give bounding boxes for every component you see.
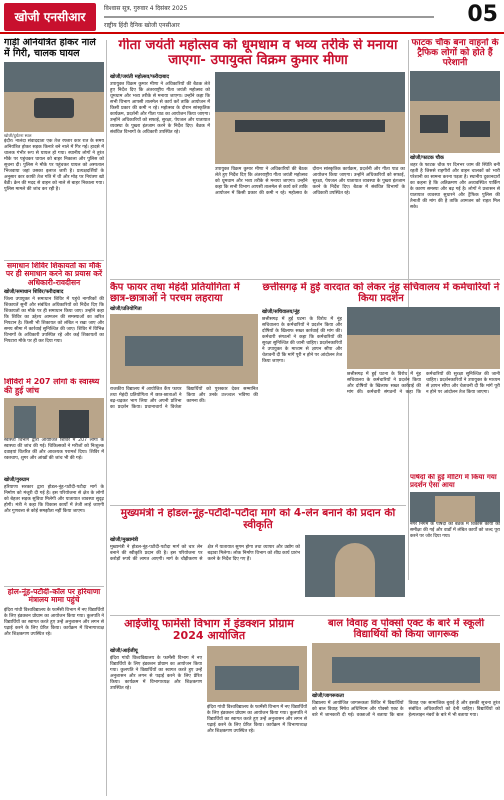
headline: शिविरों में 207 लोगों के स्वास्थ्य की हुई जांच — [4, 378, 100, 395]
byline: खोजी/आईजीयू — [110, 647, 138, 654]
column-divider — [106, 40, 107, 796]
photo — [207, 646, 307, 702]
article-body: हरियाणा सरकार द्वारा होडल-नूंह-पटौदी-पटौदा मार्ग के निर्माण को मंजूरी दी गई है। इस परियोजना से क्षेत्र के लोगों को बेहतर सड़क सुविधा मिलेगी और यातायात व्यवस्था सुदृढ़ होगी। मंत्री ने कहा कि विकास कार्यों में तेजी लाई जाएगी और गुणवत्ता से कोई समझौता नहीं किया जाएगा। — [4, 485, 104, 514]
photo — [410, 492, 500, 522]
photo — [410, 71, 500, 153]
article-body-continued: छत्तीसगढ़ में हुई घटना के विरोध में नूंह सचिवालय के कर्मचारियों ने प्रदर्शन किया और दोषियों के खिलाफ सख्त कार्रवाई की मांग की। कर्मचारी संगठनों ने कहा कि कर्मचारियों की सुरक्षा सुनिश्चित की जानी चाहिए। प्रदर्शनकारियों ने उपायुक्त के माध्यम से ज्ञापन सौंपा और चेतावनी दी कि मांगें पूरी न होने पर आंदोलन तेज किया जाएगा। — [347, 372, 500, 396]
page-number: 05 — [467, 2, 498, 27]
article-body: इंदिरा गांधी विश्वविद्यालय के फार्मेसी विभाग में नए विद्यार्थियों के लिए इंडक्शन प्रोग्राम का आयोजन किया गया। कुलपति ने विद्यार्थियों का स्वागत करते हुए उन्हें अनुशासन और लगन से पढ़ाई करने के लिए प्रेरित किया। कार्यक्रम में विभागाध्यक्ष और शिक्षकगण उपस्थित रहे। — [4, 607, 104, 637]
article-body-continued: इंदिरा गांधी विश्वविद्यालय के फार्मेसी विभाग में नए विद्यार्थियों के लिए इंडक्शन प्रोग्राम का आयोजन किया गया। कुलपति ने विद्यार्थियों का स्वागत करते हुए उन्हें अनुशासन और लगन से पढ़ाई करने के लिए प्रेरित किया। कार्यक्रम में विभागाध्यक्ष और शिक्षकगण उपस्थित रहे। — [207, 704, 307, 734]
article-child-marriage-awareness — [312, 618, 500, 796]
byline: खोजी/फाटक चौक — [410, 155, 444, 162]
section-divider — [4, 586, 104, 587]
headline: छत्तीसगढ़ में हुई वारदात को लेकर नूंह सचिवालय में कर्मचारियों ने किया प्रदर्शन — [262, 282, 500, 305]
article-body: छत्तीसगढ़ में हुई घटना के विरोध में नूंह सचिवालय के कर्मचारियों ने प्रदर्शन किया और दोषियों के खिलाफ सख्त कार्रवाई की मांग की। कर्मचारी संगठनों ने कहा कि कर्मचारियों की सुरक्षा सुनिश्चित की जानी चाहिए। प्रदर्शनकारियों ने उपायुक्त के माध्यम से ज्ञापन सौंपा और चेतावनी दी कि मांगें पूरी न होने पर आंदोलन तेज किया जाएगा। — [262, 317, 342, 365]
article-body: शहर के फाटक चौक पर दिनभर जाम की स्थिति बनी रहती है जिससे राहगीरों और वाहन चालकों को भारी परेशानी का सामना करना पड़ता है। स्थानीय दुकानदारों का कहना है कि अतिक्रमण और अव्यवस्थित पार्किंग के कारण समस्या और बढ़ गई है। लोगों ने प्रशासन से यातायात व्यवस्था सुधारने और ट्रैफिक पुलिस की तैनाती की मांग की है ताकि आमजन को राहत मिल सके। — [410, 163, 500, 211]
article-health-camp — [4, 378, 104, 470]
article-gita-jayanti — [110, 38, 406, 276]
dateline: विश्वास सूत्र, गुरुवार 4 दिसंबर 2025 — [104, 5, 188, 12]
headline: गीता जयंती महोत्सव को धूमधाम व भव्य तरीके से मनाया जाएगा- उपायुक्त विक्रम कुमार मीणा — [118, 38, 398, 69]
article-hodal-road-note — [4, 475, 104, 585]
masthead — [0, 0, 504, 34]
headline: पार्षदों की हुई मीटिंग में किया गया प्रदर्शन ऐसा आया — [410, 474, 497, 489]
byline: खोजी/जागरूकता — [312, 693, 344, 700]
headline: कैप फायर तथा मेहंदी प्रतियोगिता में छात्र-छात्राओं ने परचम लहराया — [110, 282, 240, 305]
photo — [215, 72, 405, 164]
headline: आईजीयू फार्मेसी विभाग में इंडक्शन प्रोग्राम 2024 आयोजित — [124, 618, 294, 643]
headline: फाटक चौक बना वाहनों के ट्रैफिक लोगों को होते हैं परेशानी — [411, 38, 499, 69]
article-car-accident — [4, 38, 104, 258]
subline: राष्ट्रीय हिंदी दैनिक खोजी एनसीआर — [104, 22, 180, 29]
headline: समाधान शिविर शिकायतों का मौके पर ही समाधान करने का प्रयास करें अधिकारी-रावदीसन — [5, 262, 103, 287]
byline: खोजी/जयंती महोत्सव/फरीदाबाद — [110, 74, 170, 81]
photo — [4, 62, 104, 132]
article-minister-visit — [4, 588, 104, 796]
byline: खोजी/सचिवालय/नूंह — [262, 309, 300, 316]
section-divider — [110, 279, 500, 280]
article-body: जिला उपायुक्त ने समाधान शिविर में पहुंचे नागरिकों की शिकायतें सुनीं और संबंधित अधिकारियों को निर्देश दिए कि शिकायतों का मौके पर ही समाधान किया जाए। उन्होंने कहा कि शिविर का उद्देश्य आमजन की समस्याओं का त्वरित निपटान है। किसी भी शिकायत को लंबित न रखा जाए और समय सीमा में कार्रवाई सुनिश्चित की जाए। शिविर में विभिन्न विभागों के अधिकारी उपस्थित रहे और कई शिकायतों का निपटारा मौके पर ही कर दिया गया। — [4, 297, 104, 345]
headline: गाड़ी अनियंत्रित होकर नाले में गिरी, चालक घायल — [4, 38, 96, 59]
photo-caption: खोजी/दुर्घटना स्थल — [4, 133, 32, 139]
article-body: विद्यालय में आयोजित जागरूकता शिविर में विद्यार्थियों को बाल विवाह निषेध अधिनियम और पोक्सो एक्ट के बारे में जानकारी दी गई। वक्ताओं ने बताया कि बाल विवाह एक सामाजिक बुराई है और इसकी सूचना तुरंत संबंधित अधिकारियों को देनी चाहिए। विद्यार्थियों को हेल्पलाइन नंबरों के बारे में भी बताया गया। — [312, 701, 500, 719]
article-samadhan-shivir — [4, 262, 104, 374]
brand-logo: खोजी एनसीआर — [4, 3, 96, 31]
article-igu-pharmacy — [110, 618, 308, 796]
byline: खोजी/मुख्यमंत्री — [110, 536, 139, 543]
section-divider — [110, 615, 500, 616]
article-body: स्वास्थ्य विभाग द्वारा आयोजित शिविर में 207 लोगों के स्वास्थ्य की जांच की गई। चिकित्सकों ने मरीजों को निःशुल्क दवाइयां वितरित कीं और आवश्यक परामर्श दिया। शिविर में रक्तचाप, शुगर और आंखों की जांच भी की गई। — [4, 437, 104, 461]
byline: खोजी/प्रतियोगिता — [110, 306, 142, 313]
article-body: नगर निगम के पार्षदों की बैठक में विकास कार्यों की समीक्षा की गई और वार्डों में लंबित कार्यों को जल्द पूरा करने पर जोर दिया गया। — [410, 521, 500, 539]
article-councillors-meeting — [410, 474, 500, 580]
article-body: इंदौर। नालंदा संवाददाता एक तेज रफ्तार कार रात के समय अनियंत्रित होकर सड़क किनारे बने नाले में गिर गई। हादसे में चालक गंभीर रूप से घायल हो गया। स्थानीय लोगों ने तुरंत मौके पर पहुंचकर घायल को बाहर निकाला और पुलिस को सूचना दी। पुलिस ने मौके पर पहुंचकर घायल को अस्पताल भिजवाया जहां उसका इलाज जारी है। प्रत्यक्षदर्शियों के अनुसार कार काफी तेज गति में थी और मोड़ पर नियंत्रण खो बैठी। क्रेन की मदद से वाहन को नाले से बाहर निकाला गया। पुलिस मामले की जांच कर रही है। — [4, 139, 104, 193]
byline: खोजी/गुरुग्राम — [4, 477, 30, 483]
section-divider — [4, 260, 104, 261]
photo — [4, 398, 104, 438]
article-body: मुख्यमंत्री ने होडल-नूंह-पटौदी-पटौदा मार्ग को चार लेन बनाने की स्वीकृति प्रदान की है। इस परियोजना पर करोड़ों रुपये की लागत आएगी। मार्ग के चौड़ीकरण से क्षेत्र में यातायात सुगम होगा तथा व्यापार और उद्योग को बढ़ावा मिलेगा। लोक निर्माण विभाग को शीघ्र कार्य प्रारंभ करने के निर्देश दिए गए हैं। — [110, 544, 300, 562]
article-body-continued: उपायुक्त विक्रम कुमार मीणा ने अधिकारियों की बैठक लेते हुए निर्देश दिए कि अंतरराष्ट्रीय गीता जयंती महोत्सव को धूमधाम और भव्य तरीके से मनाया जाएगा। उन्होंने कहा कि सभी विभाग आपसी तालमेल से कार्य करें ताकि आयोजन में किसी प्रकार की कमी न रहे। महोत्सव के दौरान सांस्कृतिक कार्यक्रम, प्रदर्शनी और गीता पाठ का आयोजन किया जाएगा। उन्होंने अधिकारियों को सफाई, सुरक्षा, पेयजल और यातायात व्यवस्था के पुख्ता इंतजाम करने के निर्देश दिए। बैठक में संबंधित विभागों के अधिकारी उपस्थित रहे। — [215, 167, 405, 197]
headline: होल-नूंह-पटौदी-कॉल पर हरियाणा मंत्रालय मामा पहुंचे — [7, 588, 101, 605]
byline: खोजी/समाधान शिविर/फरीदाबाद — [4, 289, 64, 296]
section-divider — [110, 505, 406, 506]
divider — [104, 16, 434, 18]
article-body: राजकीय विद्यालय में आयोजित कैंप फायर तथा मेहंदी प्रतियोगिता में छात्र-छात्राओं ने बढ़-चढ़कर भाग लिया और अपनी प्रतिभा का प्रदर्शन किया। प्रधानाचार्य ने विजेता विद्यार्थियों को पुरस्कार देकर सम्मानित किया और उनके उज्ज्वल भविष्य की कामना की। — [110, 387, 258, 411]
article-phatak-chowk — [410, 38, 500, 468]
headline: मुख्यमंत्री ने होडल-नूंह-पटौदी-पटौदा मार्ग को 4-लेन बनाने की प्रदान की स्वीकृति — [120, 508, 396, 531]
article-four-lane-road — [110, 508, 406, 612]
article-body: उपायुक्त विक्रम कुमार मीणा ने अधिकारियों की बैठक लेते हुए निर्देश दिए कि अंतरराष्ट्रीय गीता जयंती महोत्सव को धूमधाम और भव्य तरीके से मनाया जाएगा। उन्होंने कहा कि सभी विभाग आपसी तालमेल से कार्य करें ताकि आयोजन में किसी प्रकार की कमी न रहे। महोत्सव के दौरान सांस्कृतिक कार्यक्रम, प्रदर्शनी और गीता पाठ का आयोजन किया जाएगा। उन्होंने अधिकारियों को सफाई, सुरक्षा, पेयजल और यातायात व्यवस्था के पुख्ता इंतजाम करने के निर्देश दिए। बैठक में संबंधित विभागों के अधिकारी उपस्थित रहे। — [110, 82, 210, 136]
photo — [305, 535, 405, 597]
article-campfire-mehndi — [110, 282, 258, 502]
photo — [110, 314, 258, 384]
article-body: इंदिरा गांधी विश्वविद्यालय के फार्मेसी विभाग में नए विद्यार्थियों के लिए इंडक्शन प्रोग्राम का आयोजन किया गया। कुलपति ने विद्यार्थियों का स्वागत करते हुए उन्हें अनुशासन और लगन से पढ़ाई करने के लिए प्रेरित किया। कार्यक्रम में विभागाध्यक्ष और शिक्षकगण उपस्थित रहे। — [110, 655, 202, 691]
headline: बाल विवाह व पोक्सो एक्ट के बारे में स्कूली विद्यार्थियों को किया जागरूक — [327, 618, 485, 641]
photo — [312, 643, 500, 691]
